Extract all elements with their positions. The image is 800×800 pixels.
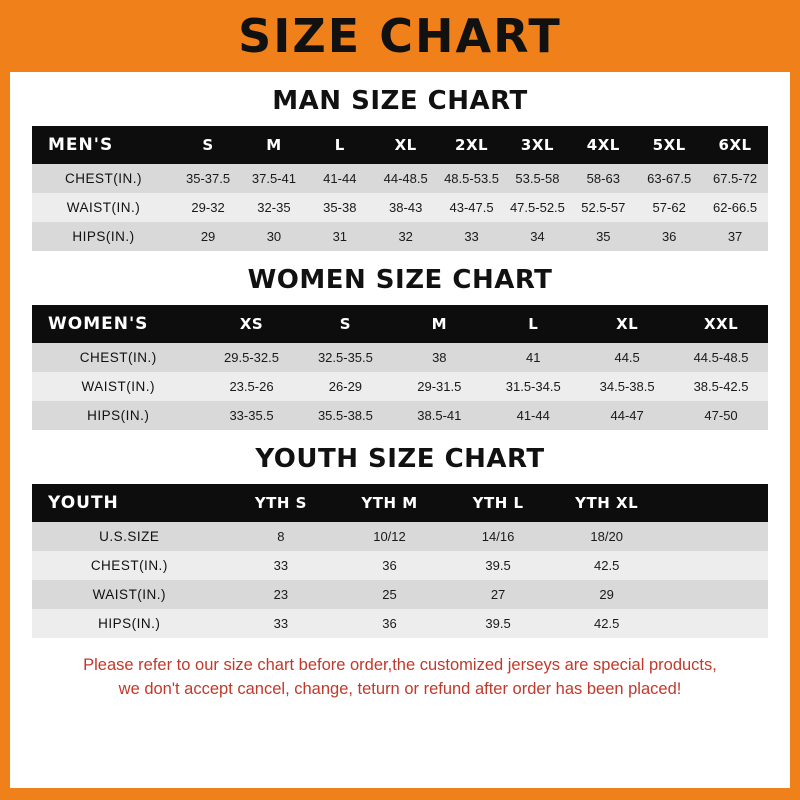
youth-cell-3-3: 42.5 [552, 609, 661, 638]
man-col-8: 6XL [702, 126, 768, 164]
youth-cell-3-spacer [661, 609, 768, 638]
section-title-women: WOMEN SIZE CHART [247, 265, 553, 295]
table-header-row [32, 126, 768, 164]
youth-cell-2-0: 23 [227, 580, 336, 609]
table-row [32, 551, 768, 580]
content-area [10, 86, 790, 702]
man-cell-1-6: 52.5-57 [570, 193, 636, 222]
youth-table-body [32, 522, 768, 638]
women-cell-0-2: 38 [392, 343, 486, 372]
women-col-1: S [298, 305, 392, 343]
youth-cell-1-1: 36 [335, 551, 444, 580]
man-cell-1-2: 35-38 [307, 193, 373, 222]
women-cell-2-1: 35.5-38.5 [298, 401, 392, 430]
table-row [32, 193, 768, 222]
table-row [32, 343, 768, 372]
man-cell-0-8: 67.5-72 [702, 164, 768, 193]
youth-cell-0-spacer [661, 522, 768, 551]
man-size-table [32, 126, 768, 251]
table-row [32, 222, 768, 251]
youth-col-2: YTH L [444, 484, 553, 522]
footer-note-line-2: we don't accept cancel, change, teturn or refund after order has been placed! [118, 679, 682, 698]
women-cell-2-5: 47-50 [674, 401, 768, 430]
man-col-7: 5XL [636, 126, 702, 164]
women-col-4: XL [580, 305, 674, 343]
table-row [32, 580, 768, 609]
man-cell-0-4: 48.5-53.5 [439, 164, 505, 193]
youth-cell-2-3: 29 [552, 580, 661, 609]
bottom-accent-bar [0, 788, 800, 800]
footer-note-line-1: Please refer to our size chart before order,the customized jerseys are special products, [83, 656, 717, 674]
women-head-label: WOMEN'S [32, 305, 205, 343]
man-cell-2-4: 33 [439, 222, 505, 251]
youth-col-spacer [661, 484, 768, 522]
women-cell-1-4: 34.5-38.5 [580, 372, 674, 401]
footer-note [32, 654, 768, 702]
page-title: SIZE CHART [238, 9, 562, 63]
section-title-man: MAN SIZE CHART [272, 86, 528, 116]
man-col-3: XL [373, 126, 439, 164]
man-cell-0-0: 35-37.5 [175, 164, 241, 193]
man-cell-2-1: 30 [241, 222, 307, 251]
youth-cell-3-1: 36 [335, 609, 444, 638]
women-row-0-label: CHEST(IN.) [32, 343, 205, 372]
youth-row-0-label: U.S.SIZE [32, 522, 227, 551]
youth-row-2-label: WAIST(IN.) [32, 580, 227, 609]
section-youth [32, 444, 768, 638]
women-cell-0-0: 29.5-32.5 [205, 343, 299, 372]
women-col-5: XXL [674, 305, 768, 343]
youth-col-1: YTH M [335, 484, 444, 522]
man-cell-1-1: 32-35 [241, 193, 307, 222]
women-col-2: M [392, 305, 486, 343]
man-table-head [32, 126, 768, 164]
man-head-label: MEN'S [32, 126, 175, 164]
table-row [32, 372, 768, 401]
women-table-head [32, 305, 768, 343]
man-table-body [32, 164, 768, 251]
table-row [32, 522, 768, 551]
man-cell-2-6: 35 [570, 222, 636, 251]
women-col-3: L [486, 305, 580, 343]
man-cell-2-2: 31 [307, 222, 373, 251]
man-cell-1-3: 38-43 [373, 193, 439, 222]
youth-head-label: YOUTH [32, 484, 227, 522]
man-cell-2-5: 34 [504, 222, 570, 251]
youth-cell-1-0: 33 [227, 551, 336, 580]
man-cell-2-7: 36 [636, 222, 702, 251]
man-cell-0-3: 44-48.5 [373, 164, 439, 193]
youth-cell-1-2: 39.5 [444, 551, 553, 580]
youth-cell-3-0: 33 [227, 609, 336, 638]
women-cell-1-2: 29-31.5 [392, 372, 486, 401]
man-col-1: M [241, 126, 307, 164]
youth-cell-1-spacer [661, 551, 768, 580]
women-cell-0-3: 41 [486, 343, 580, 372]
section-man [32, 86, 768, 251]
man-cell-1-5: 47.5-52.5 [504, 193, 570, 222]
women-table-body [32, 343, 768, 430]
women-cell-2-3: 41-44 [486, 401, 580, 430]
man-cell-2-3: 32 [373, 222, 439, 251]
youth-cell-0-0: 8 [227, 522, 336, 551]
women-row-1-label: WAIST(IN.) [32, 372, 205, 401]
youth-cell-1-3: 42.5 [552, 551, 661, 580]
youth-cell-2-2: 27 [444, 580, 553, 609]
man-cell-1-0: 29-32 [175, 193, 241, 222]
youth-cell-2-1: 25 [335, 580, 444, 609]
youth-col-0: YTH S [227, 484, 336, 522]
youth-cell-0-2: 14/16 [444, 522, 553, 551]
women-size-table [32, 305, 768, 430]
table-row [32, 164, 768, 193]
women-cell-2-2: 38.5-41 [392, 401, 486, 430]
table-row [32, 609, 768, 638]
youth-size-table [32, 484, 768, 638]
youth-cell-0-1: 10/12 [335, 522, 444, 551]
man-cell-1-4: 43-47.5 [439, 193, 505, 222]
women-col-0: XS [205, 305, 299, 343]
man-col-6: 4XL [570, 126, 636, 164]
man-row-0-label: CHEST(IN.) [32, 164, 175, 193]
youth-row-3-label: HIPS(IN.) [32, 609, 227, 638]
women-cell-1-1: 26-29 [298, 372, 392, 401]
youth-cell-2-spacer [661, 580, 768, 609]
table-row [32, 401, 768, 430]
women-cell-0-1: 32.5-35.5 [298, 343, 392, 372]
man-cell-0-1: 37.5-41 [241, 164, 307, 193]
man-col-5: 3XL [504, 126, 570, 164]
table-header-row [32, 305, 768, 343]
youth-col-3: YTH XL [552, 484, 661, 522]
women-cell-1-3: 31.5-34.5 [486, 372, 580, 401]
man-cell-1-8: 62-66.5 [702, 193, 768, 222]
man-cell-0-5: 53.5-58 [504, 164, 570, 193]
man-col-2: L [307, 126, 373, 164]
man-row-2-label: HIPS(IN.) [32, 222, 175, 251]
women-cell-0-5: 44.5-48.5 [674, 343, 768, 372]
man-cell-0-2: 41-44 [307, 164, 373, 193]
man-col-4: 2XL [439, 126, 505, 164]
youth-cell-3-2: 39.5 [444, 609, 553, 638]
women-cell-2-0: 33-35.5 [205, 401, 299, 430]
section-women [32, 265, 768, 430]
man-cell-0-7: 63-67.5 [636, 164, 702, 193]
man-row-1-label: WAIST(IN.) [32, 193, 175, 222]
youth-row-1-label: CHEST(IN.) [32, 551, 227, 580]
section-title-youth: YOUTH SIZE CHART [255, 444, 545, 474]
man-cell-2-0: 29 [175, 222, 241, 251]
youth-table-head [32, 484, 768, 522]
man-cell-1-7: 57-62 [636, 193, 702, 222]
table-header-row [32, 484, 768, 522]
header-bar [0, 0, 800, 72]
women-cell-0-4: 44.5 [580, 343, 674, 372]
man-col-0: S [175, 126, 241, 164]
women-cell-1-5: 38.5-42.5 [674, 372, 768, 401]
women-cell-2-4: 44-47 [580, 401, 674, 430]
man-cell-2-8: 37 [702, 222, 768, 251]
women-cell-1-0: 23.5-26 [205, 372, 299, 401]
women-row-2-label: HIPS(IN.) [32, 401, 205, 430]
man-cell-0-6: 58-63 [570, 164, 636, 193]
youth-cell-0-3: 18/20 [552, 522, 661, 551]
